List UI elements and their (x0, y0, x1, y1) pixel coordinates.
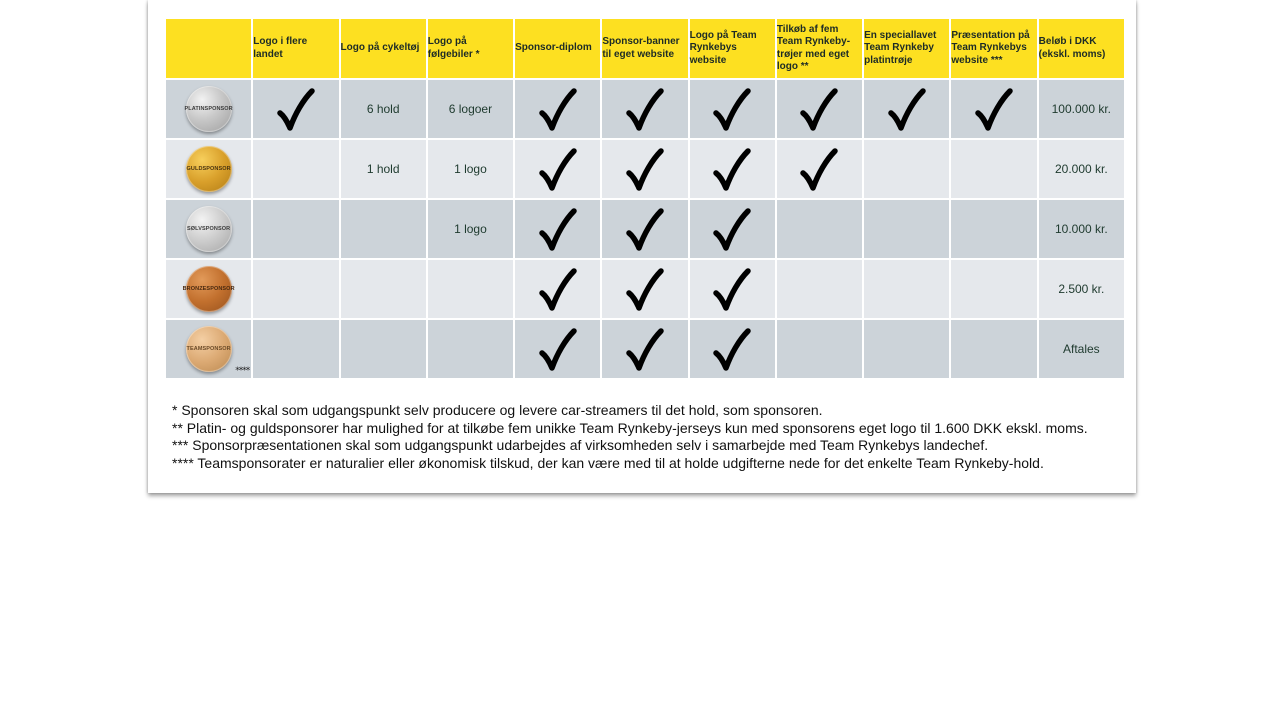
checkmark-icon (536, 266, 580, 312)
table-body (166, 80, 1124, 380)
empty-cell (341, 320, 426, 380)
benefit-check-cell (515, 320, 600, 380)
checkmark-icon (274, 86, 318, 132)
benefit-check-cell (602, 80, 687, 140)
benefit-check-cell (951, 80, 1036, 140)
medal-icon (186, 326, 232, 372)
empty-cell (864, 320, 949, 380)
empty-cell (253, 320, 338, 380)
benefit-check-cell (602, 260, 687, 320)
table-row (166, 140, 1124, 200)
checkmark-icon (710, 86, 754, 132)
header-cell: Logo i flere landet (253, 19, 338, 80)
empty-cell (777, 320, 862, 380)
checkmark-icon (710, 206, 754, 252)
checkmark-icon (623, 266, 667, 312)
checkmark-icon (623, 326, 667, 372)
empty-cell (951, 200, 1036, 260)
medal-icon (186, 146, 232, 192)
benefit-check-cell (515, 140, 600, 200)
empty-cell (951, 140, 1036, 200)
checkmark-icon (710, 146, 754, 192)
tier-medal-cell (166, 320, 251, 380)
checkmark-icon (710, 326, 754, 372)
tier-medal-cell (166, 260, 251, 320)
empty-cell (777, 260, 862, 320)
tier-medal-cell (166, 80, 251, 140)
tier-medal-cell (166, 140, 251, 200)
benefit-check-cell (602, 200, 687, 260)
checkmark-icon (797, 146, 841, 192)
empty-cell (341, 200, 426, 260)
footnotes (172, 402, 1088, 472)
empty-cell (428, 320, 513, 380)
benefit-value-cell: 1 logo (428, 200, 513, 260)
tier-label: TEAMSPONSOR (186, 346, 231, 352)
checkmark-icon (972, 86, 1016, 132)
checkmark-icon (623, 86, 667, 132)
price-cell: 100.000 kr. (1039, 80, 1124, 140)
tier-label: GULDSPONSOR (186, 166, 231, 172)
table-row (166, 320, 1124, 380)
benefit-check-cell (515, 200, 600, 260)
checkmark-icon (536, 206, 580, 252)
empty-cell (777, 200, 862, 260)
header-cell: Logo på cykeltøj (341, 19, 426, 80)
checkmark-icon (710, 266, 754, 312)
benefit-check-cell (777, 140, 862, 200)
slide (148, 0, 1136, 493)
medal-icon (186, 86, 232, 132)
footnote-line: **** Teamsponsorater er naturalier eller økonomisk tilskud, der kan være med til at holde udgifterne nede for det enkelte Team Rynkeby-hold. (172, 454, 1044, 471)
checkmark-icon (536, 86, 580, 132)
checkmark-icon (623, 146, 667, 192)
empty-cell (253, 200, 338, 260)
footnote-stars: **** (235, 366, 250, 376)
empty-cell (253, 260, 338, 320)
footnote-line: *** Sponsorpræsentationen skal som udgangspunkt udarbejdes af virksomheden selv i samarbejde med Team Rynkebys landechef. (172, 437, 989, 454)
benefit-check-cell (864, 80, 949, 140)
benefit-check-cell (515, 260, 600, 320)
benefit-check-cell (777, 80, 862, 140)
benefit-check-cell (602, 140, 687, 200)
header-cell: Beløb i DKK (ekskl. moms) (1039, 19, 1124, 80)
empty-cell (864, 140, 949, 200)
benefit-check-cell (690, 320, 775, 380)
price-cell: 20.000 kr. (1039, 140, 1124, 200)
benefit-check-cell (690, 140, 775, 200)
empty-cell (864, 200, 949, 260)
footnote-line: * Sponsoren skal som udgangspunkt selv producere og levere car-streamers til det hold, som sponsoren. (172, 402, 823, 418)
benefit-check-cell (690, 260, 775, 320)
empty-cell (253, 140, 338, 200)
header-cell: Tilkøb af fem Team Rynkeby-trøjer med eget logo ** (777, 19, 862, 80)
empty-cell (951, 320, 1036, 380)
header-cell: Logo på Team Rynkebys website (690, 19, 775, 80)
header-cell: En speciallavet Team Rynkeby platintrøje (864, 19, 949, 80)
tier-medal-cell (166, 200, 251, 260)
benefit-value-cell: 6 hold (341, 80, 426, 140)
empty-cell (864, 260, 949, 320)
header-cell-empty (166, 19, 251, 80)
table-header-row (166, 19, 1124, 80)
medal-icon (182, 266, 235, 312)
benefit-check-cell (690, 80, 775, 140)
price-cell: 2.500 kr. (1039, 260, 1124, 320)
empty-cell (951, 260, 1036, 320)
price-cell: Aftales (1039, 320, 1124, 380)
empty-cell (428, 260, 513, 320)
table-row (166, 200, 1124, 260)
price-cell: 10.000 kr. (1039, 200, 1124, 260)
header-cell: Sponsor-banner til eget website (602, 19, 687, 80)
benefit-check-cell (690, 200, 775, 260)
checkmark-icon (536, 326, 580, 372)
checkmark-icon (536, 146, 580, 192)
header-cell: Logo på følgebiler * (428, 19, 513, 80)
benefit-value-cell: 1 hold (341, 140, 426, 200)
sponsor-table (164, 19, 1126, 380)
benefit-check-cell (253, 80, 338, 140)
benefit-value-cell: 1 logo (428, 140, 513, 200)
tier-label: PLATINSPONSOR (184, 106, 233, 112)
tier-label: BRONZESPONSOR (182, 286, 235, 292)
footnote-line: ** Platin- og guldsponsorer har mulighed for at tilkøbe fem unikke Team Rynkeby-jerseys kun med sponsorens eget logo til 1.600 DKK ekskl. moms. (172, 419, 1088, 436)
checkmark-icon (885, 86, 929, 132)
table-row (166, 80, 1124, 140)
benefit-check-cell (515, 80, 600, 140)
benefit-check-cell (602, 320, 687, 380)
tier-label: SØLVSPONSOR (187, 226, 231, 232)
header-cell: Præsentation på Team Rynkebys website *** (951, 19, 1036, 80)
empty-cell (341, 260, 426, 320)
checkmark-icon (797, 86, 841, 132)
medal-icon (186, 206, 232, 252)
checkmark-icon (623, 206, 667, 252)
header-cell: Sponsor-diplom (515, 19, 600, 80)
benefit-value-cell: 6 logoer (428, 80, 513, 140)
table-row (166, 260, 1124, 320)
